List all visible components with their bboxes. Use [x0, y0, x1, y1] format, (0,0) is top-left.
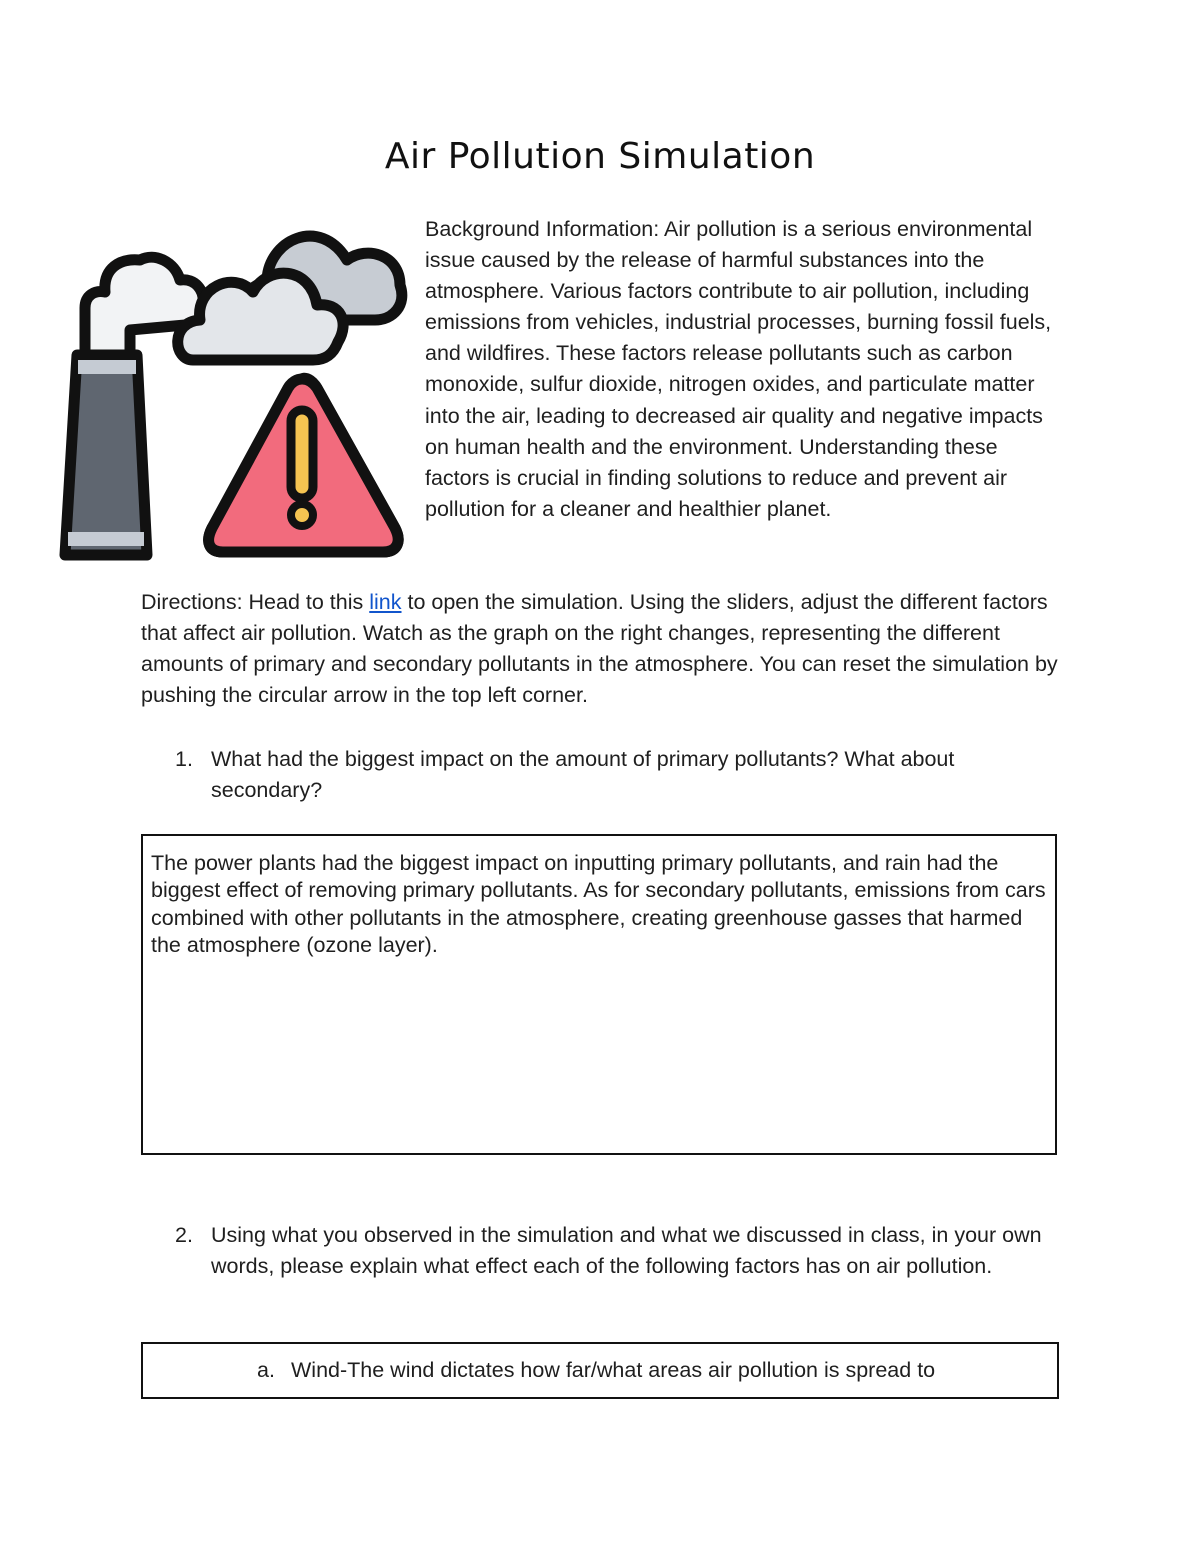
directions-paragraph — [141, 587, 1071, 711]
directions-text: Directions: Head to this — [141, 590, 370, 614]
page-title: Air Pollution Simulation — [384, 136, 816, 177]
pollution-illustration — [55, 210, 415, 570]
question-text: What had the biggest impact on the amount of primary pollutants? What about secondary? — [211, 747, 955, 803]
question-2 — [175, 1220, 1055, 1282]
smokestack-icon — [65, 355, 147, 555]
warning-triangle-icon — [209, 378, 399, 552]
subanswer-text: Wind-The wind dictates how far/what areas air pollution is spread to — [291, 1358, 936, 1382]
directions-text-continued: to open the simulation. Using the sliders, adjust the different factors that affect air pollution. Watch as the graph on the right changes, representing the different amounts of primary and secondary pollutants in the atmosphere. You can reset the simulation by pushing the circular arrow in the top left corner. — [141, 590, 1058, 708]
background-information: Background Information: Air pollution is a serious environmental issue caused by the release of harmful substances into the atmosphere. Various factors contribute to air pollution, including emissions from vehicles, industrial processes, burning fossil fuels, and wildfires. These factors release pollutants such as carbon monoxide, sulfur dioxide, nitrogen oxides, and particulate matter into the air, leading to decreased air quality and negative impacts on human health and the environment. Understanding these factors is crucial in finding solutions to reduce and prevent air pollution for a cleaner and healthier planet. — [425, 217, 1052, 521]
question-number: 2. — [175, 1223, 193, 1247]
subanswer-letter: a. — [257, 1358, 275, 1382]
simulation-link[interactable]: link — [369, 590, 402, 614]
question-text: Using what you observed in the simulation and what we discussed in class, in your own words, please explain what effect each of the following factors has on air pollution. — [211, 1223, 1042, 1279]
question-1 — [175, 744, 1055, 806]
question-number: 1. — [175, 747, 193, 771]
answer-box-2[interactable] — [141, 1342, 1059, 1399]
answer-box-1[interactable]: The power plants had the biggest impact on inputting primary pollutants, and rain had the biggest effect of removing primary pollutants. As for secondary pollutants, emissions from cars combined with other pollutants in the atmosphere, creating greenhouse gasses that harmed the atmosphere (ozone layer). — [141, 834, 1057, 1155]
